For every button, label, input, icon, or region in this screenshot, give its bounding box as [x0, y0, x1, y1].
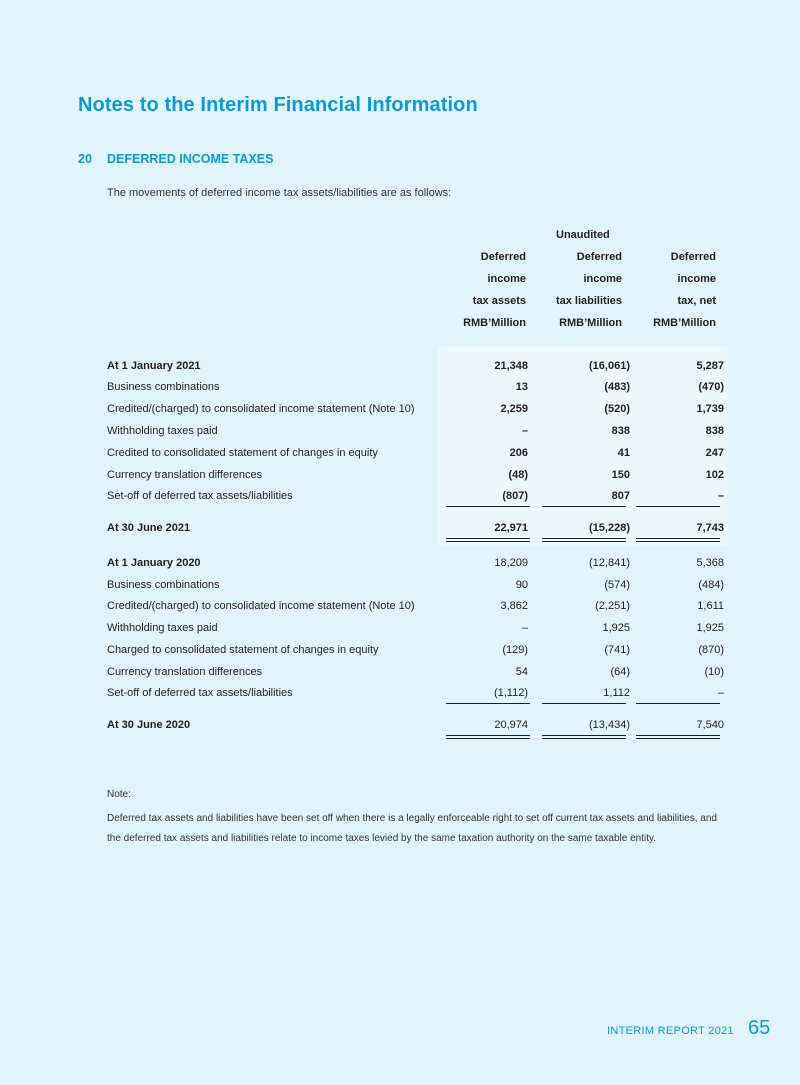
- total-double-rule: [542, 735, 626, 739]
- subtotal-rule: [636, 506, 720, 507]
- total-double-rule: [542, 538, 626, 542]
- table-row: Withholding taxes paid – 1,925 1,925: [107, 622, 724, 634]
- table-row: Charged to consolidated statement of changes in equity (129) (741) (870): [107, 644, 724, 656]
- table-row: Set-off of deferred tax assets/liabilities (807) 807 –: [107, 490, 724, 502]
- footer-report-title: INTERIM REPORT 2021: [607, 1025, 734, 1037]
- table-row: Withholding taxes paid – 838 838: [107, 425, 724, 437]
- note-label: Note:: [107, 789, 131, 800]
- subtotal-rule: [542, 703, 626, 704]
- table-row: Business combinations 13 (483) (470): [107, 381, 724, 393]
- total-double-rule: [446, 735, 530, 739]
- table-row: Credited/(charged) to consolidated income statement (Note 10) 2,259 (520) 1,739: [107, 403, 724, 415]
- table-row: Set-off of deferred tax assets/liabilities (1,112) 1,112 –: [107, 687, 724, 699]
- table-row: Business combinations 90 (574) (484): [107, 579, 724, 591]
- table-row: At 1 January 2020 18,209 (12,841) 5,368: [107, 557, 724, 569]
- table-row: At 1 January 2021 21,348 (16,061) 5,287: [107, 360, 724, 372]
- subtotal-rule: [636, 703, 720, 704]
- page-title: Notes to the Interim Financial Information: [78, 94, 478, 116]
- table-row: Credited/(charged) to consolidated income statement (Note 10) 3,862 (2,251) 1,611: [107, 600, 724, 612]
- table-row-total: At 30 June 2021 22,971 (15,228) 7,743: [107, 522, 724, 534]
- group-header-unaudited: Unaudited: [556, 229, 610, 241]
- table-row-total: At 30 June 2020 20,974 (13,434) 7,540: [107, 719, 724, 731]
- note-text: Deferred tax assets and liabilities have been set off when there is a legally enforceable right to set off current tax assets and liabilities, and the deferred tax assets and liabilities relate to income taxes levied by the same taxation authority on the same taxable entity.: [107, 813, 717, 844]
- total-double-rule: [446, 538, 530, 542]
- table-row: Credited to consolidated statement of changes in equity 206 41 247: [107, 447, 724, 459]
- total-double-rule: [636, 735, 720, 739]
- section-title: DEFERRED INCOME TAXES: [107, 152, 274, 166]
- subtotal-rule: [542, 506, 626, 507]
- table-row: Currency translation differences (48) 150 102: [107, 469, 724, 481]
- subtotal-rule: [446, 506, 530, 507]
- table-row: Currency translation differences 54 (64) (10): [107, 666, 724, 678]
- total-double-rule: [636, 538, 720, 542]
- section-number: 20: [78, 152, 92, 166]
- section-heading: [78, 152, 273, 166]
- intro-text: The movements of deferred income tax assets/liabilities are as follows:: [107, 187, 452, 199]
- page-number: 65: [748, 1017, 771, 1039]
- subtotal-rule: [446, 703, 530, 704]
